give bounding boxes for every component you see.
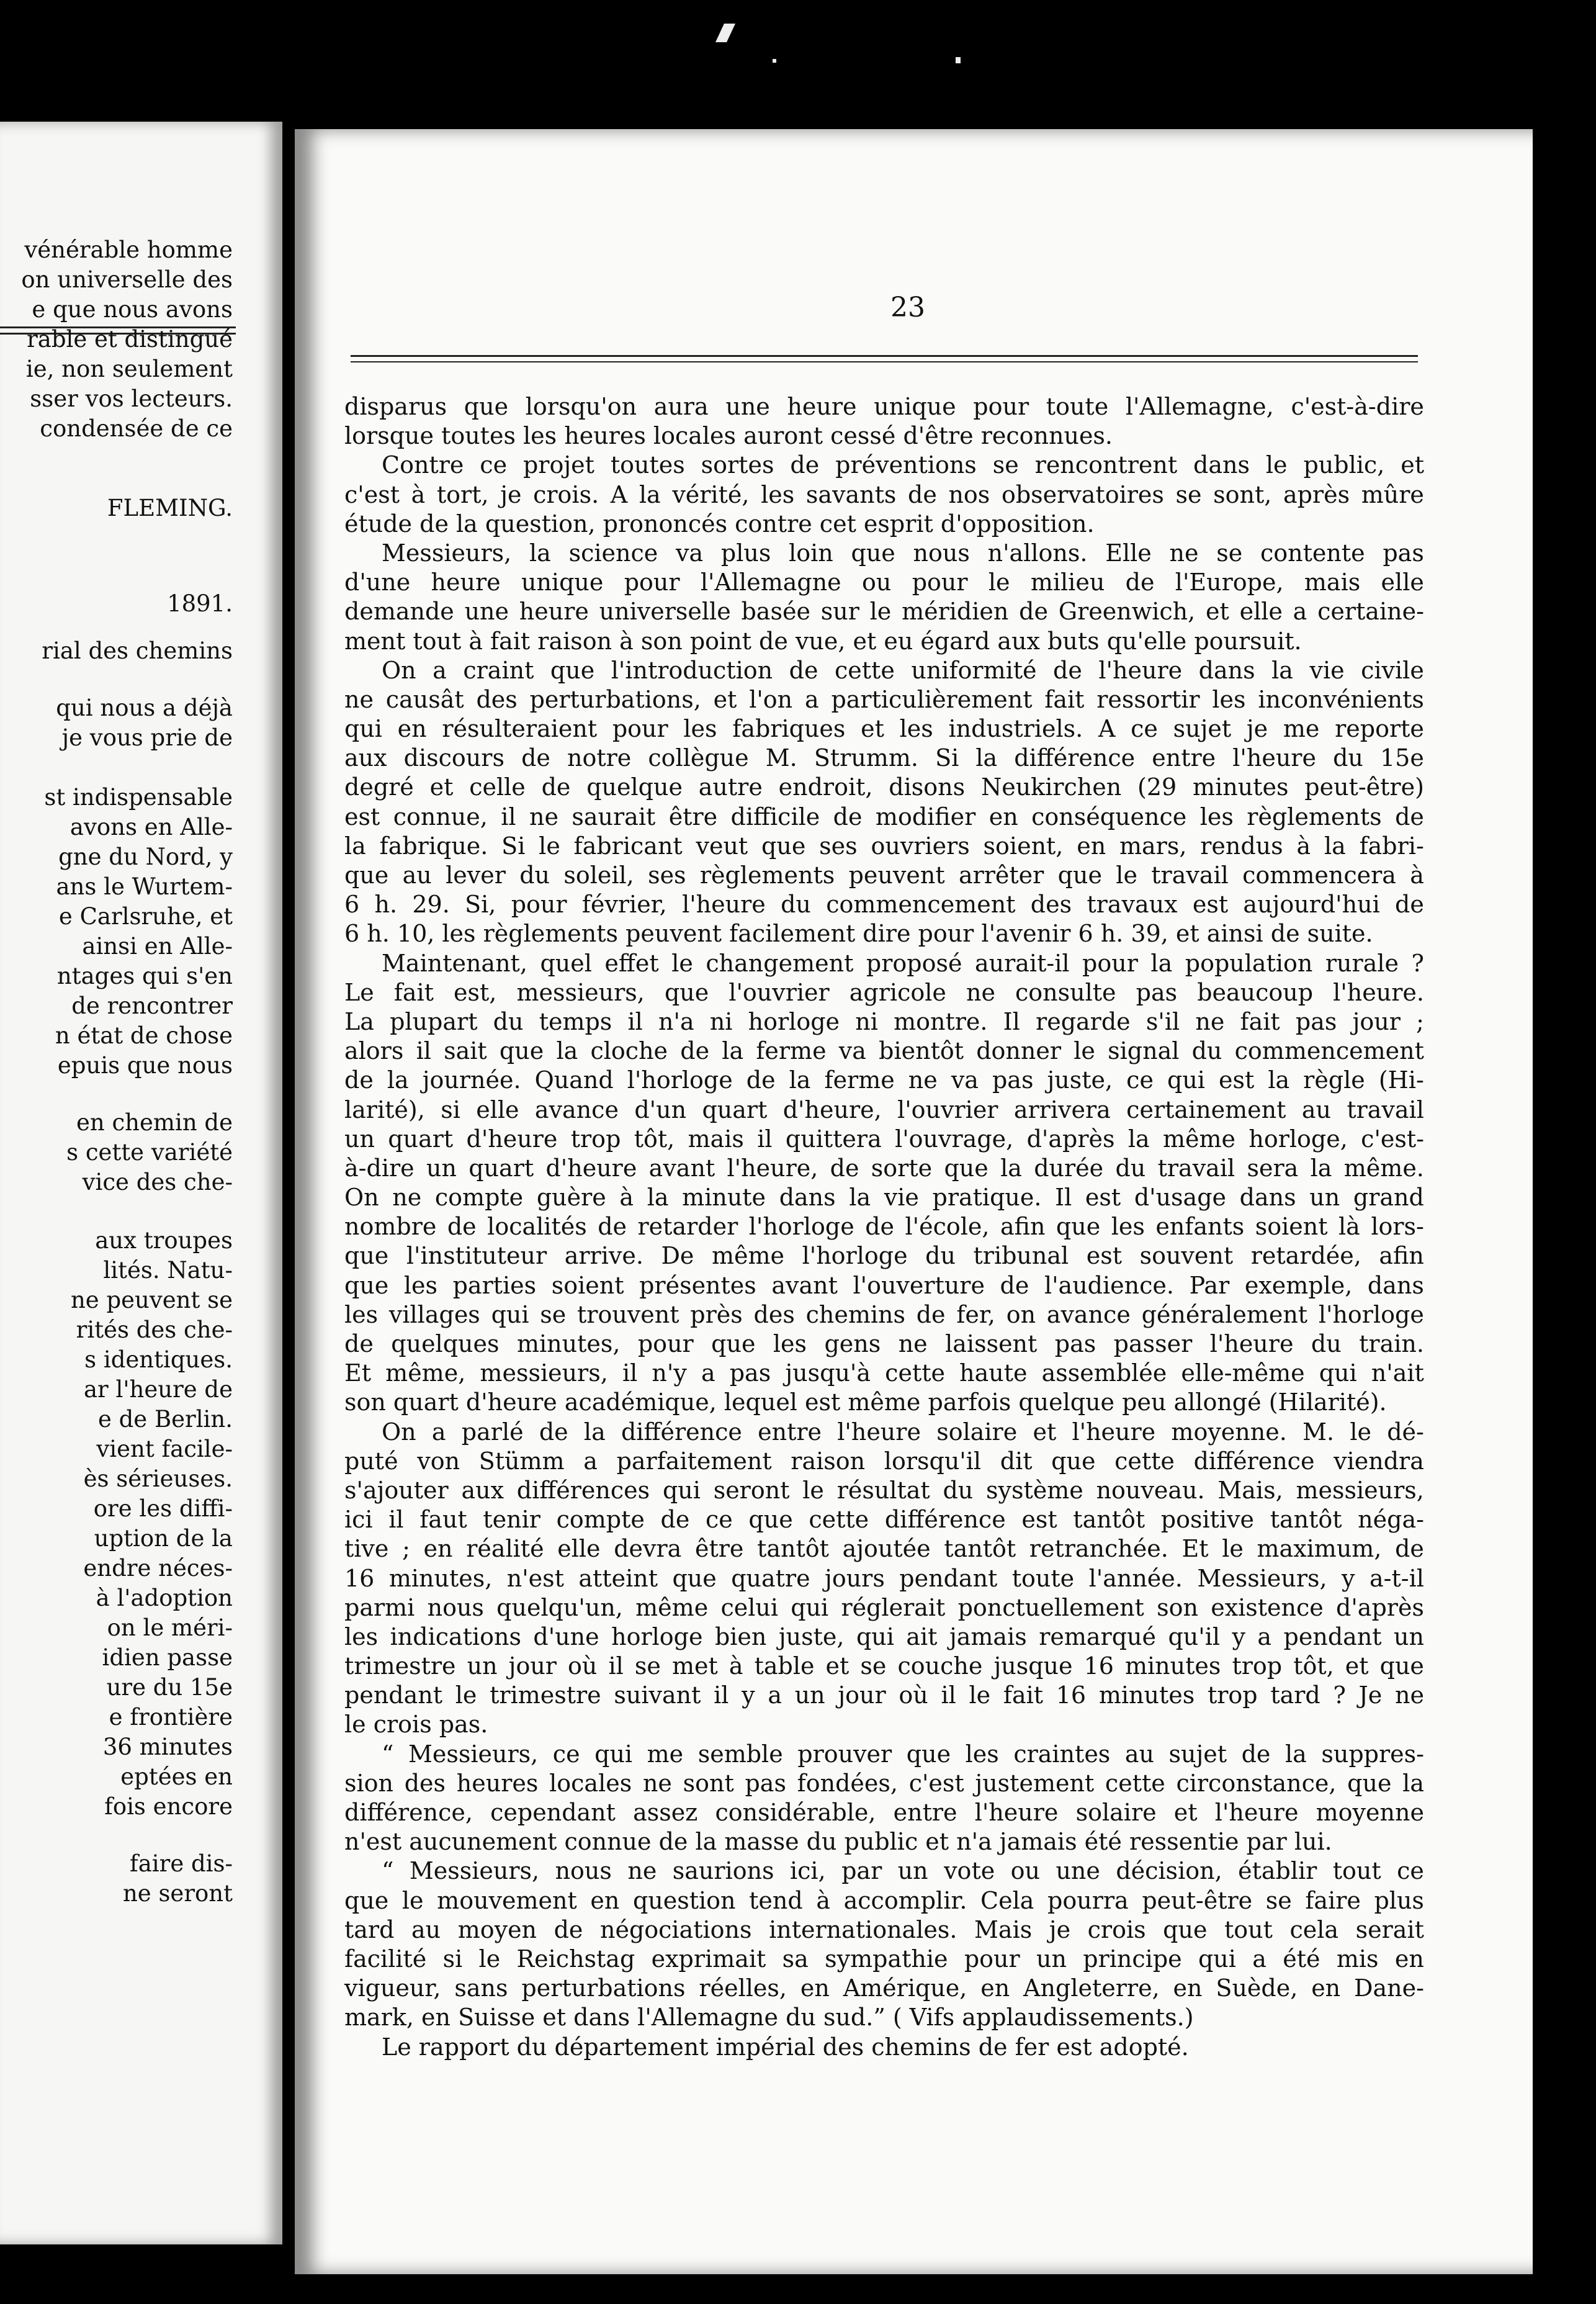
left-page-line: vient facile- [96,1436,233,1462]
left-page-line: lités. Natu- [103,1257,233,1284]
text-line: La plupart du temps il n'a ni horloge ni montre. Il regarde s'il ne fait pas jour ; [344,1007,1424,1035]
text-line: qui en résulteraient pour les fabriques et les industriels. A ce sujet je me reporte [344,715,1424,743]
text-line: On a parlé de la différence entre l'heure solaire et l'heure moyenne. M. le dé- [382,1418,1424,1446]
left-page-line: vice des che- [82,1169,233,1195]
left-page-line: st indispensable [44,784,233,811]
text-line: vigueur, sans perturbations réelles, en Amérique, en Angleterre, en Suède, en Dane- [344,1974,1424,2002]
left-page-line: s cette variété [66,1139,233,1166]
left-page-line: ure du 15e [106,1674,233,1701]
text-line: s'ajouter aux différences qui seront le résultat du système nouveau. Mais, messieurs, [344,1476,1424,1504]
text-line: On a craint que l'introduction de cette uniformité de l'heure dans la vie civile [382,656,1424,684]
left-page-line: s identiques. [84,1346,233,1373]
left-page-line: ne peuvent se [70,1287,233,1313]
left-page-line: endre néces- [83,1555,233,1582]
text-line: facilité si le Reichstag exprimait sa sympathie pour un principe qui a été mis en [344,1945,1424,1973]
text-line: On ne compte guère à la minute dans la vie pratique. Il est d'usage dans un grand [344,1184,1424,1212]
left-page-line: eptées en [120,1763,233,1790]
text-line: ne causât des perturbations, et l'on a particulièrement fait ressortir les inconvénients [344,685,1424,713]
text-line: ment tout à fait raison à son point de vue, et eu égard aux buts qu'elle poursuit. [344,627,1302,655]
left-page-fragment [0,122,282,2244]
header-rule [351,361,1418,362]
left-page-line: on le méri- [107,1614,233,1641]
left-page-line: je vous prie de [61,724,233,751]
left-page-line: 1891. [167,590,233,617]
text-line: d'une heure unique pour l'Allemagne ou pour le milieu de l'Europe, mais elle [344,569,1424,596]
text-line: tard au moyen de négociations internationales. Mais je crois que tout cela serait [344,1915,1424,1943]
text-line: puté von Stümm a parfaitement raison lorsqu'il dit que cette différence viendra [344,1447,1424,1475]
left-page-line: uption de la [94,1525,233,1552]
text-line: de quelques minutes, pour que les gens ne laissent pas passer l'heure du train. [344,1330,1424,1357]
left-page-line: ainsi en Alle- [82,933,233,960]
text-line: larité), si elle avance d'un quart d'heure, l'ouvrier arrivera certainement au travail [344,1096,1424,1123]
text-line: pendant le trimestre suivant il y a un jour où il le fait 16 minutes trop tard ? Je ne [344,1681,1424,1709]
text-line: disparus que lorsqu'on aura une heure unique pour toute l'Allemagne, c'est-à-dire [344,393,1424,420]
text-line: que le mouvement en question tend à accomplir. Cela pourra peut-être se faire plus [344,1886,1424,1914]
text-line: alors il sait que la cloche de la ferme va bientôt donner le signal du commencement [344,1037,1424,1065]
left-page-line: on universelle des [21,266,233,293]
text-line: lorsque toutes les heures locales auront cessé d'être reconnues. [344,422,1113,450]
text-line: n'est aucunement connue de la masse du public et n'a jamais été ressentie par lui. [344,1828,1332,1856]
scan-speck [773,59,776,63]
text-line: à-dire un quart d'heure avant l'heure, de sorte que la durée du travail sera la même. [344,1154,1424,1182]
left-page-line: ore les diffi- [93,1495,233,1522]
text-line: le crois pas. [344,1711,488,1739]
text-line: mark, en Suisse et dans l'Allemagne du sud.” ( Vifs applaudissements.) [344,2004,1194,2032]
left-page-line: idien passe [102,1644,233,1671]
text-line: différence, cependant assez considérable, entre l'heure solaire et l'heure moyenne [344,1799,1424,1826]
left-page-line: avons en Alle- [69,814,233,840]
text-line: la fabrique. Si le fabricant veut que ses ouvriers soient, en mars, rendus à la fabri- [344,832,1424,860]
left-page-line: ie, non seulement [25,356,233,382]
text-line: 6 h. 29. Si, pour février, l'heure du commencement des travaux est aujourd'hui de [344,891,1424,919]
left-page-line: ar l'heure de [84,1376,233,1403]
body-text [344,392,1424,2062]
text-line: Maintenant, quel effet le changement proposé aurait-il pour la population rurale ? [382,949,1424,977]
text-line: étude de la question, prononcés contre cet esprit d'opposition. [344,510,1095,538]
header-rule [351,355,1418,357]
text-line: les villages qui se trouvent près des chemins de fer, on avance généralement l'horloge [344,1300,1424,1328]
text-line: 6 h. 10, les règlements peuvent facilement dire pour l'avenir 6 h. 39, et ainsi de suite. [344,920,1373,948]
scan-speck [956,57,961,63]
text-line: Le fait est, messieurs, que l'ouvrier agricole ne consulte pas beaucoup l'heure. [344,978,1424,1006]
text-line: parmi nous quelqu'un, même celui qui réglerait ponctuellement son existence d'après [344,1593,1424,1621]
left-page-line: vénérable homme [24,236,233,263]
left-page-line: sser vos lecteurs. [30,385,233,412]
left-page-line: fois encore [104,1793,233,1820]
text-line: demande une heure universelle basée sur le méridien de Greenwich, et elle a certaine- [344,598,1424,626]
text-line: Le rapport du département impérial des chemins de fer est adopté. [382,2033,1189,2061]
text-line: que l'instituteur arrive. De même l'horloge du tribunal est souvent retardée, afin [344,1242,1424,1270]
left-page-line: e de Berlin. [97,1406,233,1433]
text-line: 16 minutes, n'est atteint que quatre jours pendant toute l'année. Messieurs, y a-t-il [344,1564,1424,1592]
text-line: ici il faut tenir compte de ce que cette différence est tantôt positive tantôt néga- [344,1506,1424,1534]
left-page-line: e frontière [109,1704,233,1730]
left-page-line: n état de chose [55,1022,233,1049]
text-line: sion des heures locales ne sont pas fondées, c'est justement cette circonstance, que la [344,1769,1424,1797]
text-line: “ Messieurs, ce qui me semble prouver que les craintes au sujet de la suppres- [382,1740,1424,1768]
text-line: les indications d'une horloge bien juste, qui ait jamais remarqué qu'il y a pendant un [344,1622,1424,1650]
left-page-line: de rencontrer [71,992,233,1019]
text-line: degré et celle de quelque autre endroit, disons Neukirchen (29 minutes peut-être) [344,773,1424,801]
left-page-line: e que nous avons [32,296,233,323]
page [295,129,1533,2274]
scan-speck [715,24,735,42]
text-line: son quart d'heure académique, lequel est même parfois quelque peu allongé (Hilarité). [344,1388,1387,1416]
left-page-line: condensée de ce [40,415,233,442]
left-page-line: qui nous a déjà [56,695,233,721]
left-page-line: à l'adoption [96,1585,233,1611]
text-line: que au lever du soleil, ses règlements peuvent arrêter que le travail commencera à [344,862,1424,889]
left-page-line: gne du Nord, y [58,844,233,870]
text-line: Contre ce projet toutes sortes de préventions se rencontrent dans le public, et [382,451,1424,479]
left-page-line: ans le Wurtem- [56,873,233,900]
left-page-line: FLEMING. [107,495,233,521]
left-page-line: rités des che- [76,1316,233,1343]
text-line: trimestre un jour où il se met à table et se couche jusque 16 minutes trop tôt, et que [344,1652,1424,1680]
text-line: Et même, messieurs, il n'y a pas jusqu'à cette haute assemblée elle-même qui n'ait [344,1359,1424,1387]
text-line: aux discours de notre collègue M. Strumm. Si la différence entre l'heure du 15e [344,744,1424,772]
left-page-line: en chemin de [76,1109,233,1136]
text-line: nombre de localités de retarder l'horloge de l'école, afin que les enfants soient là lors- [344,1213,1424,1241]
page-number: 23 [890,292,925,323]
left-page-line: ntages qui s'en [56,963,233,989]
left-page-line: e Carlsruhe, et [58,903,233,930]
text-line: est connue, il ne saurait être difficile de modifier en conséquence les règlements de [344,803,1424,830]
text-line: Messieurs, la science va plus loin que nous n'allons. Elle ne se contente pas [382,539,1424,567]
text-line: un quart d'heure trop tôt, mais il quittera l'ouvrage, d'après la même horloge, c'est- [344,1125,1424,1153]
left-page-line: rial des chemins [42,637,233,664]
left-page-line: ne seront [122,1880,233,1907]
left-page-line: ès sérieuses. [83,1465,233,1492]
text-line: c'est à tort, je crois. A la vérité, les savants de nos observatoires se sont, après mûre [344,480,1424,508]
text-line: “ Messieurs, nous ne saurions ici, par un vote ou une décision, établir tout ce [382,1857,1424,1885]
text-line: de la journée. Quand l'horloge de la ferme ne va pas juste, ce qui est la règle (Hi- [344,1066,1424,1094]
left-page-line: epuis que nous [57,1052,233,1079]
text-line: tive ; en réalité elle devra être tantôt ajoutée tantôt retranchée. Et le maximum, de [344,1535,1424,1563]
left-page-line: faire dis- [130,1850,233,1877]
left-page-line: rable et distingué [27,326,233,353]
text-line: que les parties soient présentes avant l'ouverture de l'audience. Par exemple, dans [344,1271,1424,1299]
left-page-line: 36 minutes [102,1734,233,1760]
left-page-line: aux troupes [95,1227,233,1254]
